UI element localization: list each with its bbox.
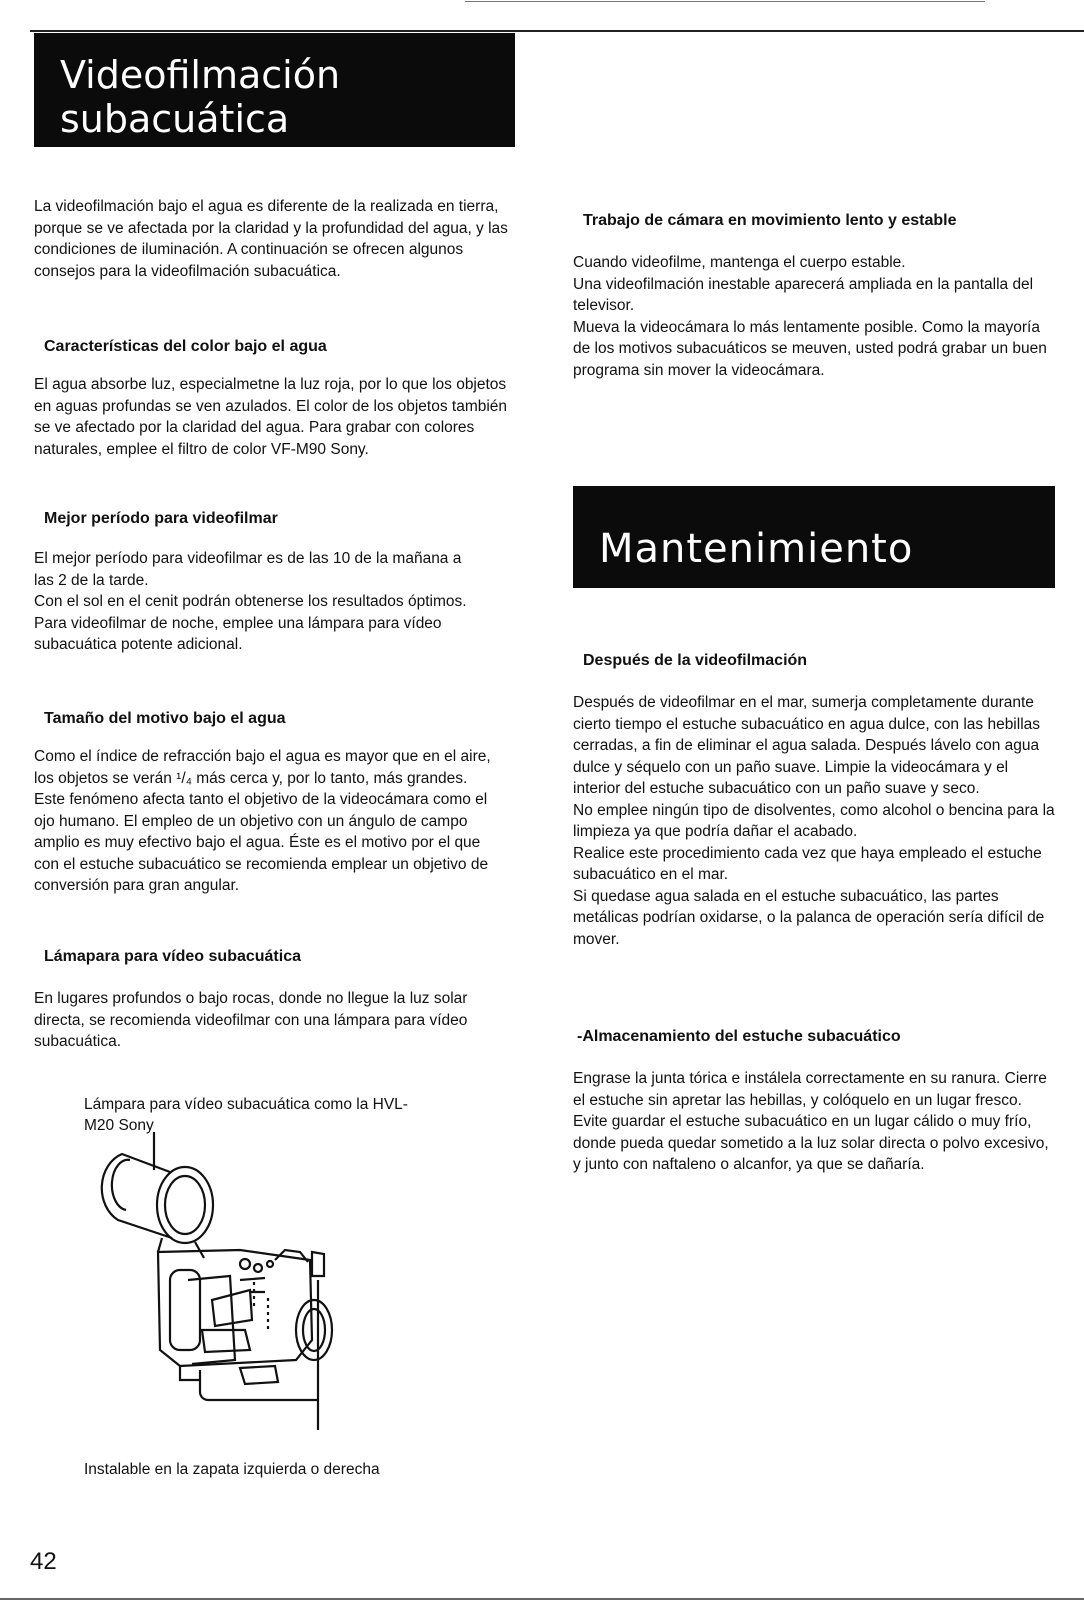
- right-section-after: [583, 650, 1053, 672]
- right-section-movement-body: [573, 252, 1055, 381]
- banner-title: Videofilmación subacuática: [60, 53, 341, 141]
- banner-title: Mantenimiento: [599, 526, 914, 572]
- lamp-icon: [102, 1154, 213, 1258]
- paragraph: El agua absorbe luz, especialmetne la luz roja, por lo que los objetos en aguas profundas se ven azulados. El color de los objetos también se ve afectado por la claridad del agua. Para grabar con colores naturales, emplee el filtro de color VF-M90 Sony.: [34, 376, 508, 458]
- paragraph: Realice este procedimiento cada vez que haya empleado el estuche subacuático en el mar.: [573, 844, 1042, 883]
- section-heading: -Almacenamiento del estuche subacuático: [577, 1028, 901, 1045]
- section-heading: Trabajo de cámara en movimiento lento y estable: [583, 212, 957, 229]
- paragraph: Mueva la videocámara lo más lentamente posible. Como la mayoría de los motivos subacuáticos se meuven, usted podrá grabar un buen programa sin mover la videocámara.: [573, 318, 1047, 379]
- paragraph: En lugares profundos o bajo rocas, donde no llegue la luz solar directa, se recomienda videofilmar con una lámpara para vídeo subacuática.: [34, 990, 468, 1050]
- left-section-size: [44, 708, 510, 730]
- paragraph: El mejor período para videofilmar es de las 10 de la mañana a las 2 de la tarde.: [34, 550, 462, 589]
- section-banner-maintenance: [573, 486, 1055, 588]
- top-rule: [30, 30, 1084, 32]
- grip-base-icon: [180, 1366, 318, 1400]
- camera-body-icon: [158, 1250, 312, 1366]
- right-section-movement: [583, 210, 1053, 232]
- left-section-size-body: [34, 746, 500, 897]
- left-section-period-body: [34, 548, 484, 656]
- section-heading: Lámapara para vídeo subacuática: [44, 948, 301, 965]
- right-section-after-body: [573, 692, 1055, 950]
- left-section-color-body: [34, 374, 510, 460]
- section-heading: Tamaño del motivo bajo el agua: [44, 710, 286, 727]
- paragraph: Como el índice de refracción bajo el agua es mayor que en el aire, los objetos se verán ¹/₄ más cerca y, por lo tanto, más grandes. Este fenómeno afecta tanto el objetivo de la videocámara como el ojo humano. El empleo de un objetivo con un ángulo de campo amplio es muy efectivo bajo el agua. Éste es el motivo por el que con el estuche subacuático se recomienda emplear un objetivo de conversión para gran angular.: [34, 748, 491, 894]
- section-banner-underwater: [34, 33, 515, 147]
- left-intro: [34, 196, 510, 282]
- paragraph: Engrase la junta tórica e instálela correctamente en su ranura. Cierre el estuche sin apretar las hebillas, y colóquelo en un lugar fresco.: [573, 1070, 1047, 1109]
- section-heading: Mejor período para videofilmar: [44, 510, 278, 527]
- intro-paragraph: La videofilmación bajo el agua es diferente de la realizada en tierra, porque se ve afectada por la claridad y la profundidad del agua, y las condiciones de iluminación. A continuación se ofrecen algunos consejos para la videofilmación subacuática.: [34, 198, 508, 280]
- left-section-period: [44, 508, 510, 530]
- paragraph: Con el sol en el cenit podrán obtenerse los resultados óptimos.: [34, 593, 467, 610]
- camera-lamp-illustration: [100, 1130, 360, 1440]
- paragraph: Evite guardar el estuche subacuático en un lugar cálido o muy frío, donde pueda quedar sometido a la luz solar directa o polvo excesivo, y junto con naftaleno o alcanfor, ya que se dañaría.: [573, 1113, 1049, 1173]
- left-section-lamp-body: [34, 988, 480, 1053]
- figure-caption-top: Lámpara para vídeo subacuática como la HVL-M20 Sony: [84, 1096, 408, 1134]
- paragraph: Una videofilmación inestable aparecerá ampliada en la pantalla del televisor.: [573, 275, 1034, 314]
- section-heading: Características del color bajo el agua: [44, 338, 327, 355]
- paragraph: Para videofilmar de noche, emplee una lámpara para vídeo subacuática potente adicional.: [34, 614, 442, 653]
- paragraph: No emplee ningún tipo de disolventes, como alcohol o bencina para la limpieza ya que podría dañar el acabado.: [573, 801, 1055, 840]
- section-heading: Después de la videofilmación: [583, 652, 808, 669]
- bottom-rule: [0, 1598, 1084, 1600]
- paragraph: Después de videofilmar en el mar, sumerja completamente durante cierto tiempo el estuche subacuático en agua dulce, con las hebillas cerradas, a fin de eliminar el agua salada. Después lávelo con agua dulce y séquelo con un paño suave. Limpie la videocámara y el interior del estuche subacuático con un paño suave y seco.: [573, 694, 1041, 797]
- right-section-storage-body: [573, 1068, 1055, 1176]
- page-number: 42: [30, 1548, 57, 1575]
- figure-caption-bottom: Instalable en la zapata izquierda o derecha: [84, 1461, 380, 1478]
- top-rule-thin: [465, 1, 985, 2]
- paragraph: Si quedase agua salada en el estuche subacuático, las partes metálicas podrían oxidarse, o la palanca de operación sería difícil de mover.: [573, 887, 1045, 948]
- paragraph: Cuando videofilme, mantenga el cuerpo estable.: [573, 254, 906, 271]
- right-section-storage: [577, 1026, 1053, 1048]
- left-section-lamp: [44, 946, 510, 968]
- lens-port-icon: [296, 1252, 332, 1360]
- left-section-color: [44, 336, 510, 358]
